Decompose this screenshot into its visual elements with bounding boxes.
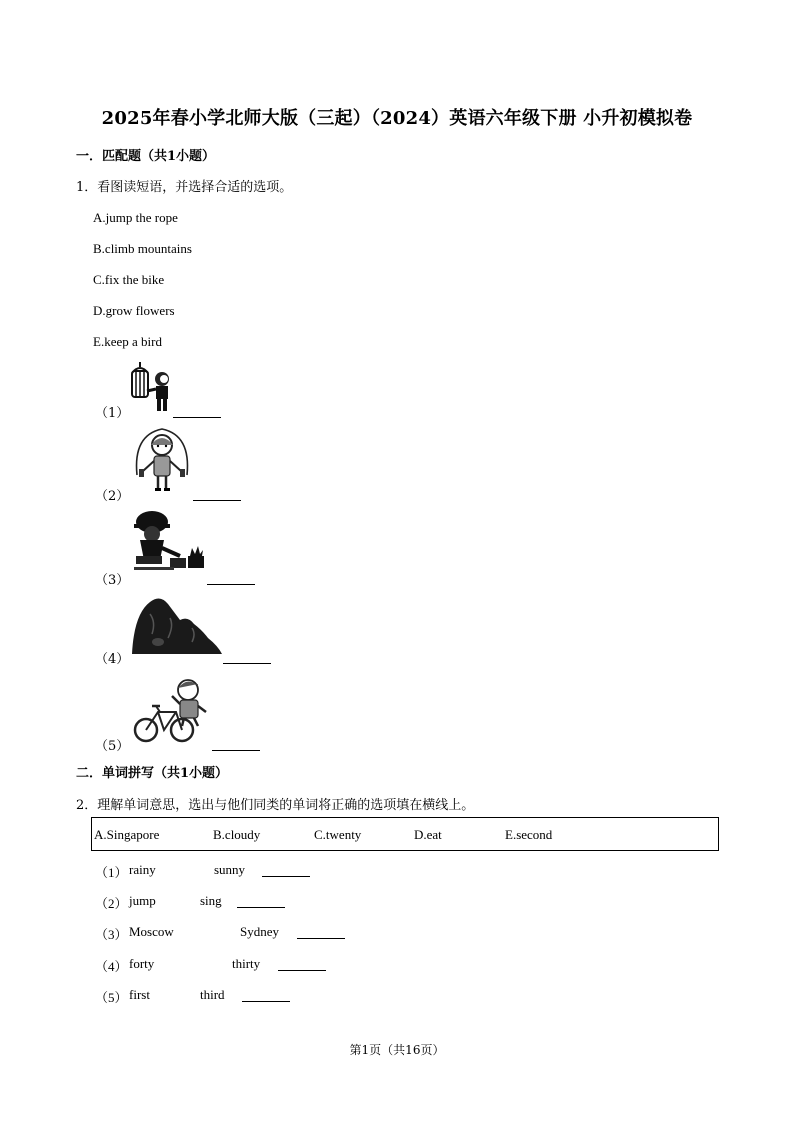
child-planting-flowers-image — [130, 510, 208, 574]
option-d: D.grow flowers — [93, 303, 175, 318]
option-a: A.jump the rope — [93, 210, 178, 225]
row-5-answer-blank[interactable] — [242, 987, 290, 1006]
choice-b: B.cloudy — [213, 827, 261, 842]
choice-a: A.Singapore — [94, 827, 160, 842]
word-row — [95, 924, 128, 943]
row-5-word-2: third — [200, 987, 225, 1002]
option-c: C.fix the bike — [93, 272, 165, 287]
option-b: B.climb mountains — [93, 241, 192, 256]
row-3-word-1: Moscow — [129, 924, 174, 939]
word-row — [95, 987, 128, 1006]
item-1-answer-blank[interactable] — [173, 403, 221, 422]
item-5-answer-blank[interactable] — [212, 736, 260, 755]
girl-jumping-rope-image — [131, 425, 193, 495]
item-4-number: （4） — [95, 652, 130, 667]
choice-e: E.second — [505, 827, 553, 842]
row-number: （5） — [95, 990, 128, 1005]
row-1-answer-blank[interactable] — [262, 862, 310, 881]
item-2-answer-blank[interactable] — [193, 486, 241, 505]
row-1-word-2: sunny — [214, 862, 246, 877]
item-1-number: （1） — [95, 406, 130, 421]
row-2-word-1: jump — [129, 893, 156, 908]
option-e: E.keep a bird — [93, 334, 162, 349]
boy-with-birdcage-image — [129, 361, 179, 413]
word-row — [95, 956, 128, 975]
mountains-image — [130, 594, 222, 658]
row-4-word-1: forty — [129, 956, 155, 971]
row-number: （2） — [95, 896, 128, 911]
row-4-answer-blank[interactable] — [278, 956, 326, 975]
question-1-text: 1．看图读短语，并选择合适的选项。 — [76, 180, 293, 195]
item-3-answer-blank[interactable] — [207, 570, 255, 589]
row-4-word-2: thirty — [232, 956, 261, 971]
item-5-number: （5） — [95, 739, 130, 754]
question-2-text: 2．理解单词意思，选出与他们同类的单词将正确的选项填在横线上。 — [76, 798, 475, 813]
row-number: （1） — [95, 865, 128, 880]
choice-c: C.twenty — [314, 827, 362, 842]
section-2-heading: 二．单词拼写（共1小题） — [76, 766, 229, 781]
row-3-word-2: Sydney — [240, 924, 279, 939]
row-2-answer-blank[interactable] — [237, 893, 285, 912]
row-number: （4） — [95, 959, 128, 974]
section-1-heading: 一．匹配题（共1小题） — [76, 149, 216, 164]
row-3-answer-blank[interactable] — [297, 924, 345, 943]
item-2-number: （2） — [95, 489, 130, 504]
row-1-word-1: rainy — [129, 862, 156, 877]
item-4-answer-blank[interactable] — [223, 649, 271, 668]
word-row — [95, 862, 128, 881]
word-row — [95, 893, 128, 912]
word-choices-box — [91, 817, 719, 851]
row-5-word-1: first — [129, 987, 150, 1002]
page-title: 2025年春小学北师大版（三起）（2024）英语六年级下册 小升初模拟卷 — [101, 108, 693, 129]
row-number: （3） — [95, 927, 128, 942]
page-footer: 第1页（共16页） — [349, 1043, 445, 1057]
boy-fixing-bike-image — [132, 676, 212, 746]
choice-d: D.eat — [414, 827, 442, 842]
row-2-word-2: sing — [200, 893, 222, 908]
item-3-number: （3） — [95, 573, 130, 588]
